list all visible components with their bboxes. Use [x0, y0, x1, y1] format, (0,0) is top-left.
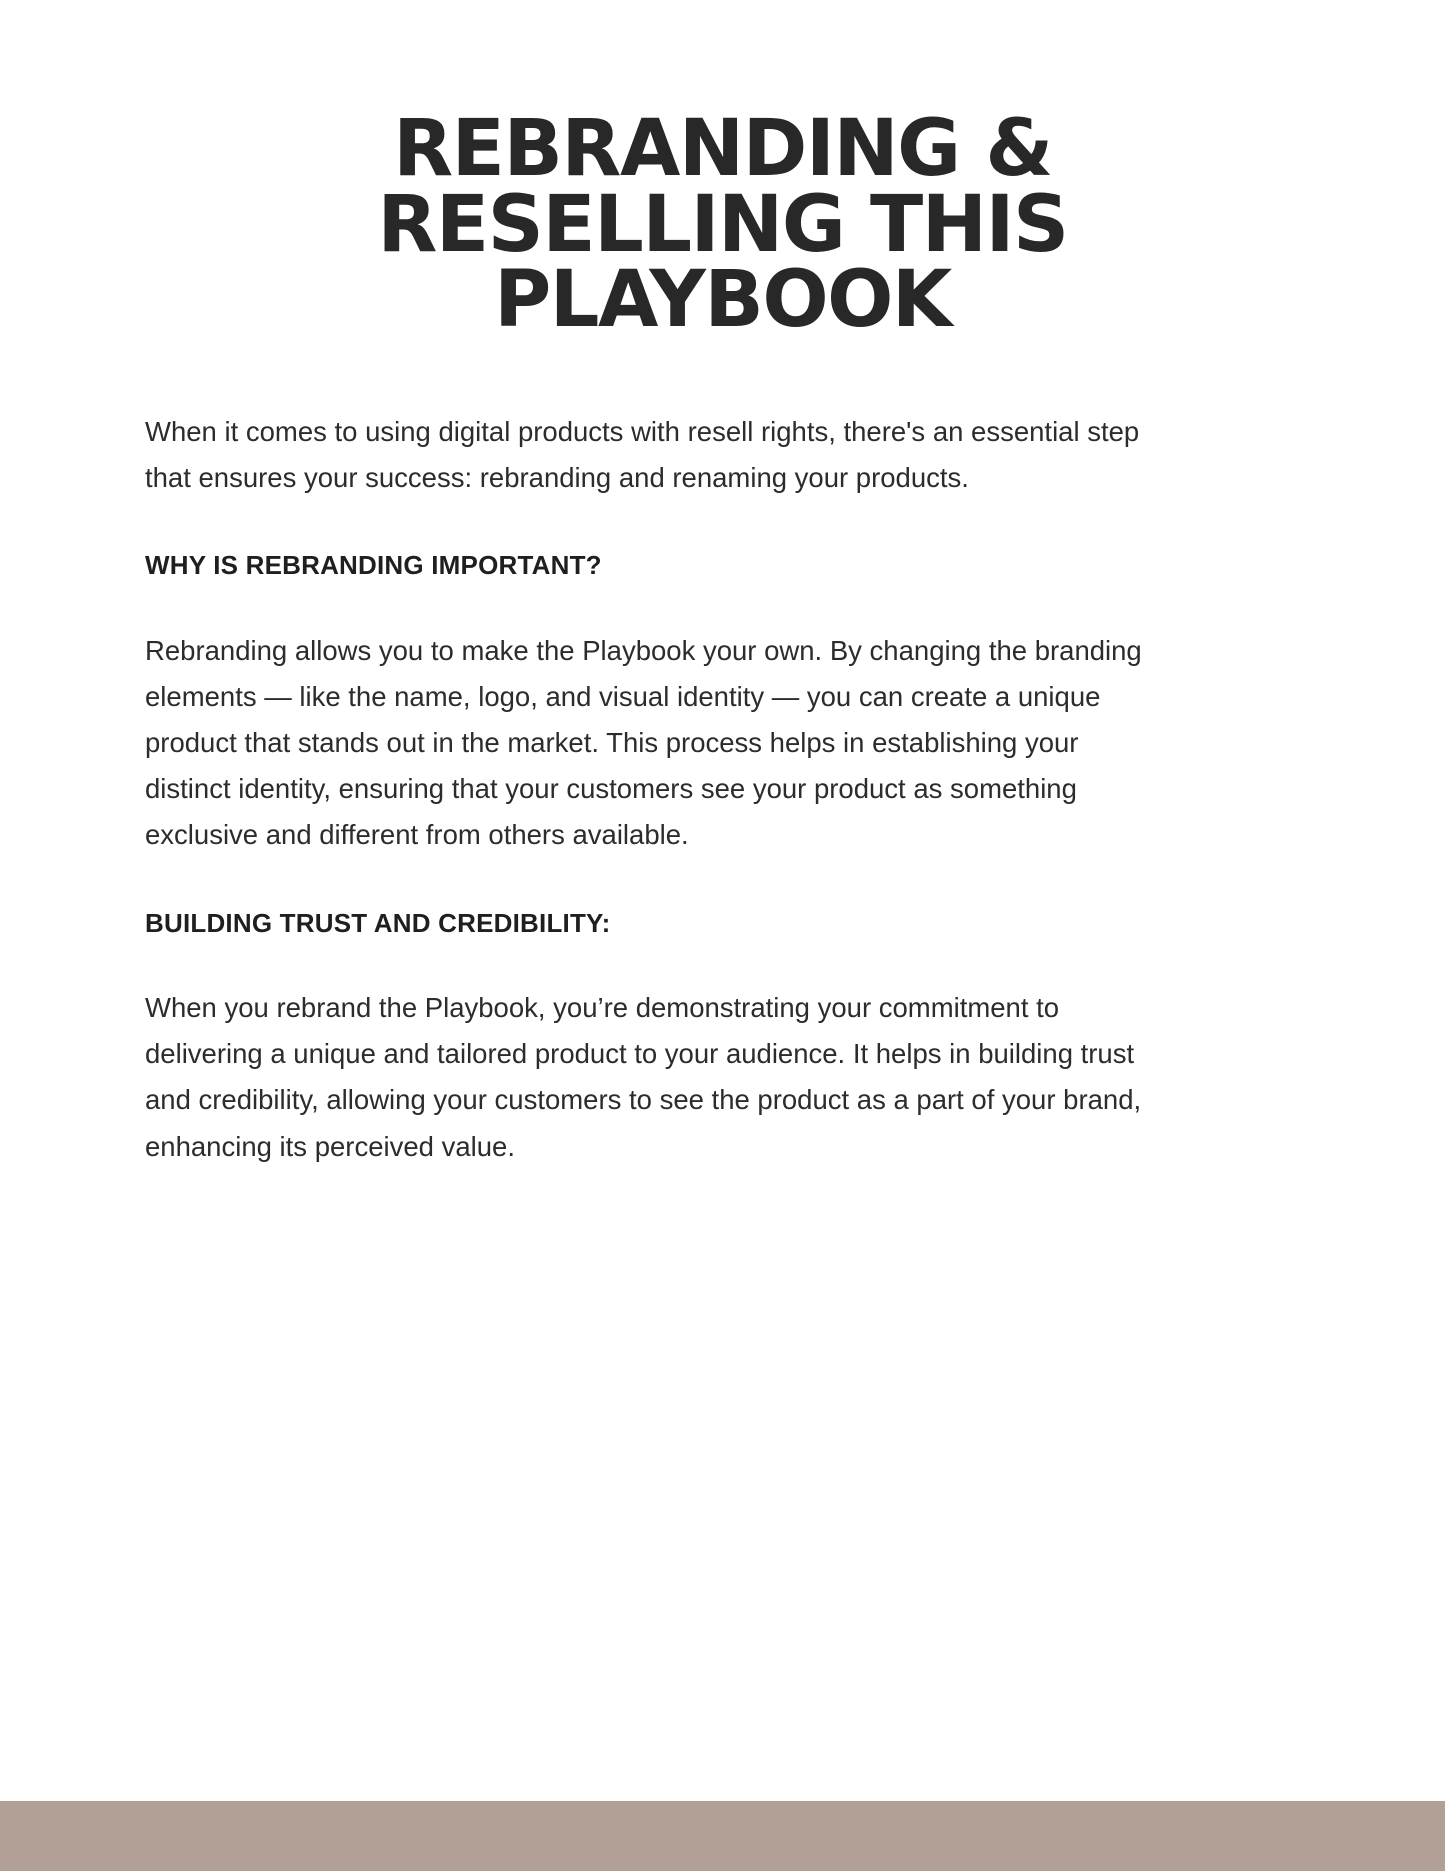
section-heading-why-rebranding: WHY IS REBRANDING IMPORTANT? — [145, 550, 602, 581]
section-body-why-rebranding: Rebranding allows you to make the Playbook your own. By changing the branding elements — like the name, logo, and visual identity — you can create a unique product that stands out in the market. This process helps in establishing your distinct identity, ensuring that your customers see your product as something exclusive and different from others available. — [145, 634, 1142, 851]
intro-paragraph: When it comes to using digital products with resell rights, there's an essential step that ensures your success: rebranding and renaming your products. — [145, 415, 1140, 494]
page-title-line-1: REBRANDING & — [393, 104, 1052, 194]
section-heading-building-trust: BUILDING TRUST AND CREDIBILITY: — [145, 907, 611, 938]
page-title-line-2: RESELLING THIS — [377, 179, 1068, 270]
page-title — [145, 0, 1300, 346]
footer-color-bar — [0, 1801, 1445, 1871]
body-text-block — [145, 409, 1300, 1170]
page-title-line-3: PLAYBOOK — [494, 255, 951, 346]
section-body-building-trust: When you rebrand the Playbook, you’re demonstrating your commitment to delivering a unique and tailored product to your audience. It helps in building trust and credibility, allowing your customers to see the product as a part of your brand, enhancing its perceived value. — [145, 992, 1142, 1162]
